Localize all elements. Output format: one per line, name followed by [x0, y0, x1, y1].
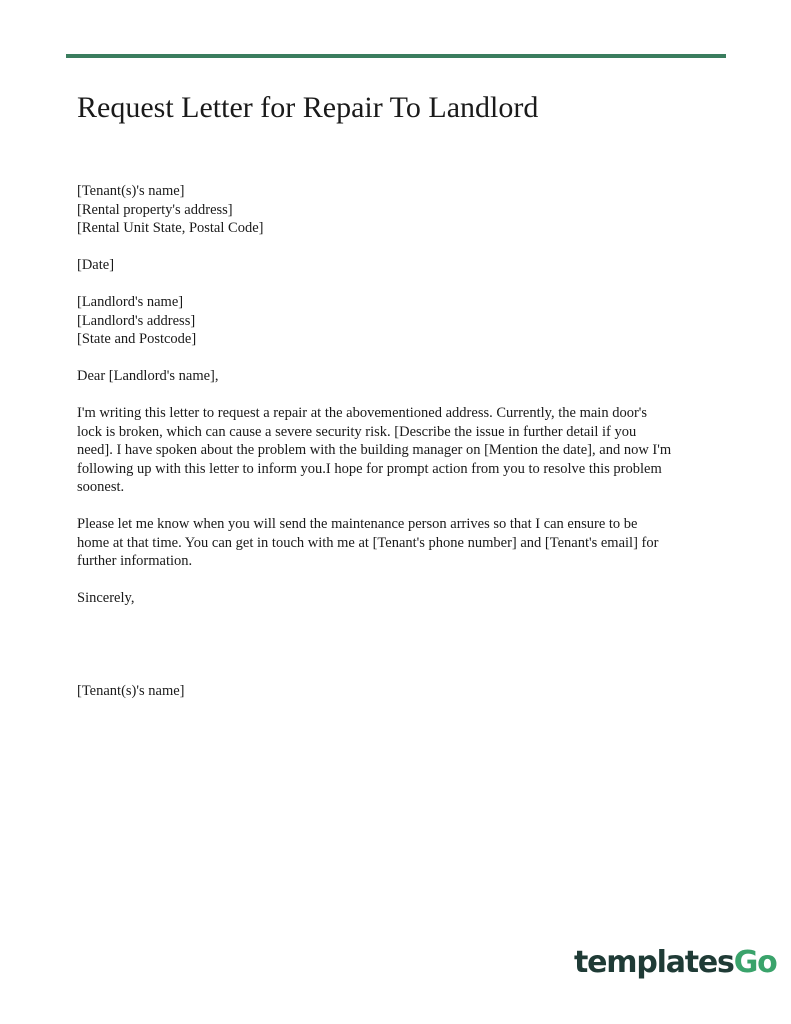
paragraph-line: soonest. — [77, 479, 125, 495]
paragraph-line: home at that time. You can get in touch with me at [Tenant's phone number] and [Tenant's email] for — [77, 534, 659, 551]
salutation — [77, 367, 717, 386]
document-title: Request Letter for Repair To Landlord — [77, 91, 539, 124]
paragraph-line: lock is broken, which can cause a severe security risk. [Describe the issue in further detail if you — [77, 423, 637, 440]
logo-text-accent: Go — [733, 944, 777, 980]
sender-address: [Rental property's address] — [77, 201, 233, 218]
logo-text-main: templates — [574, 944, 734, 980]
signature — [77, 682, 717, 701]
paragraph-line: I'm writing this letter to request a repair at the abovementioned address. Currently, the main door's — [77, 405, 648, 421]
paragraph-line: need]. I have spoken about the problem with the building manager on [Mention the date], and now I'm — [77, 442, 672, 458]
paragraph-line: further information. — [77, 553, 193, 569]
recipient-address: [Landlord's address] — [77, 312, 196, 329]
recipient-name: [Landlord's name] — [77, 294, 184, 310]
body-paragraph-2 — [77, 515, 717, 571]
sender-state-postal: [Rental Unit State, Postal Code] — [77, 220, 264, 236]
salutation-text: Dear [Landlord's name], — [77, 368, 219, 384]
closing — [77, 589, 717, 608]
letter-date — [77, 256, 717, 275]
closing-text: Sincerely, — [77, 590, 135, 606]
signature-text: [Tenant(s)'s name] — [77, 682, 185, 699]
paragraph-line: Please let me know when you will send the maintenance person arrives so that I can ensure to be — [77, 516, 638, 532]
sender-name: [Tenant(s)'s name] — [77, 183, 185, 199]
header-divider — [66, 54, 726, 58]
body-paragraph-1 — [77, 404, 717, 497]
recipient-state-postcode: [State and Postcode] — [77, 331, 197, 347]
templatesgo-logo — [574, 940, 777, 984]
recipient-address-block — [77, 293, 717, 349]
paragraph-line: following up with this letter to inform you.I hope for prompt action from you to resolve this problem — [77, 460, 662, 477]
date-text: [Date] — [77, 257, 115, 273]
sender-address-block — [77, 182, 717, 238]
letter-body — [77, 182, 717, 700]
